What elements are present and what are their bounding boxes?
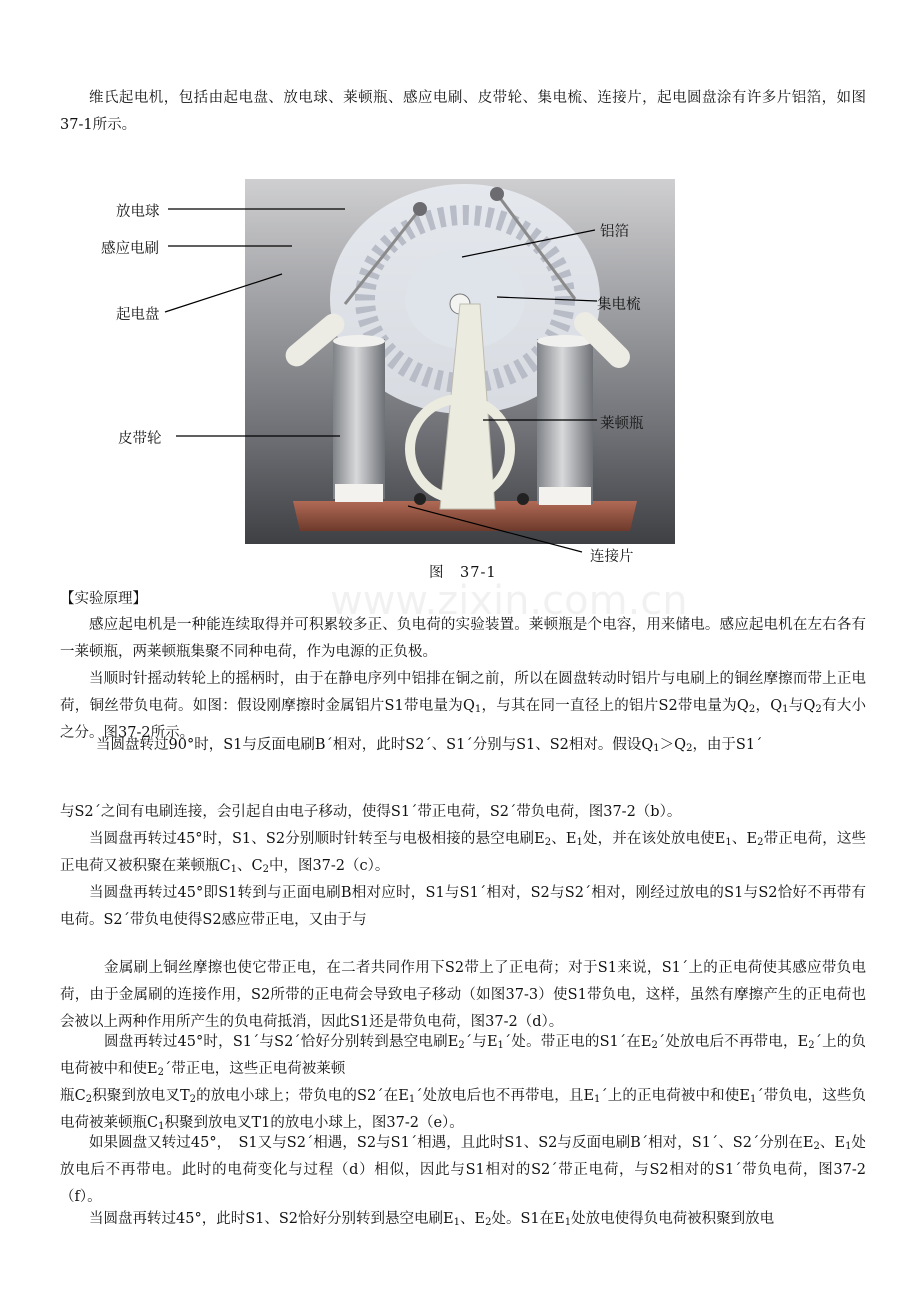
paragraph-rotate-90-cont: 与S2´之间有电刷连接，会引起自由电子移动，使得S1´带正电荷，S2´带负电荷，图37-2（b）。 <box>60 804 682 820</box>
label-leyden-jar: 莱顿瓶 <box>600 416 644 432</box>
figure-caption: 图 37-1 <box>429 565 497 581</box>
label-collector-comb: 集电梳 <box>597 297 641 313</box>
label-aluminum-foil: 铝箔 <box>600 224 629 240</box>
paragraph-rotate-45-c: 当圆盘再转过45°时，S1、S2分别顺时针转至与电极相接的悬空电刷$E_2$、$E_1$处，并在该处放电使$E_1$、$E_2$带正电荷，这些正电荷又被积聚在莱顿瓶$C_1$、$C_2$中，图37-2（c）。 <box>60 831 866 875</box>
section-heading: 【实验原理】 <box>60 591 147 607</box>
paragraph-rotate-45-final: 当圆盘再转过45°，此时S1、S2恰好分别转到悬空电刷$E_1$、$E_2$处。S1在$E_1$处放电使得负电荷被积聚到放电 <box>89 1211 775 1228</box>
paragraph-rotate-45-front-brush: 当圆盘再转过45°即S1转到与正面电刷B相对应时，S1与S1´相对，S2与S2´相对，刚经过放电的S1与S2恰好不再带有电荷。S2´带负电使得S2感应带正电，又由于与 <box>60 885 866 928</box>
paragraph-rotate-90: 当圆盘转过90°时，S1与反面电刷B´相对，此时S2´、S1´分别与S1、S2相对。假设$Q_1>Q_2$，由于S1´ <box>96 737 763 754</box>
paragraph-rotate-45-e: 圆盘再转过45°时，S1´与S2´恰好分别转到悬空电刷$E_2´$与$E_1´$处。带正电的S1´在$E_2´$处放电后不再带电，$E_2´$上的负电荷被中和使$E_2´$带正电，这些正电荷被莱顿 瓶$C_2$积聚到放电叉$T_2$的放电小球上；带负电的S2´在$E_1´$处放电后也不再带电，且$E_1´$上的正电荷被中和使$E_1´$带负电，这些负电荷被莱顿瓶$C_1$积聚到放电叉T1的放电小球上，图37-2（e）。 <box>60 1034 867 1132</box>
label-belt-pulley: 皮带轮 <box>118 431 162 447</box>
watermark: www.zixin.com.cn <box>330 578 688 624</box>
label-induction-brush: 感应电刷 <box>101 241 159 257</box>
paragraph-metal-brush: 金属刷上铜丝摩擦也使它带正电，在二者共同作用下S2带上了正电荷；对于S1来说，S1´上的正电荷使其感应带负电荷，由于金属刷的连接作用，S2所带的正电荷会导致电子移动（如图37-3）使S1带负电，这样，虽然有摩擦产生的正电荷也会被以上两种作用所产生的负电荷抵消，因此S1还是带负电荷，图37-2（d）。 <box>60 960 866 1030</box>
paragraph-friction: 当顺时针摇动转轮上的摇柄时，由于在静电序列中铝排在铜之前，所以在圆盘转动时铝片与电刷上的铜丝摩擦而带上正电荷，铜丝带负电荷。如图：假设刚摩擦时金属铝片S1带电量为$Q_1$，与其在同一直径上的铝片S2带电量为$Q_2$，$Q_1$与$Q_2$有大小之分。图37-2所示。 <box>60 671 867 741</box>
label-connector: 连接片 <box>590 549 634 565</box>
label-electrophorus-disk: 起电盘 <box>116 307 160 323</box>
paragraph-principle: 感应起电机是一种能连续取得并可积累较多正、负电荷的实验装置。莱顿瓶是个电容，用来储电。感应起电机在左右各有一莱顿瓶，两莱顿瓶集聚不同种电荷，作为电源的正负极。 <box>60 617 866 660</box>
label-discharge-ball: 放电球 <box>116 204 160 220</box>
paragraph-rotate-45-f: 如果圆盘又转过45°， S1又与S2´相遇，S2与S1´相遇，且此时S1、S2与反面电刷B´相对，S1´、S2´分别在$E_2$、$E_1$处放电后不再带电。此时的电荷变化与过程（d）相似，因此与S1相对的S2´带正电荷，与S2相对的S1´带负电荷，图37-2（f）。 <box>60 1135 867 1205</box>
intro-paragraph: 维氏起电机，包括由起电盘、放电球、莱顿瓶、感应电刷、皮带轮、集电梳、连接片，起电圆盘涂有许多片铝箔，如图37-1所示。 <box>60 90 866 133</box>
